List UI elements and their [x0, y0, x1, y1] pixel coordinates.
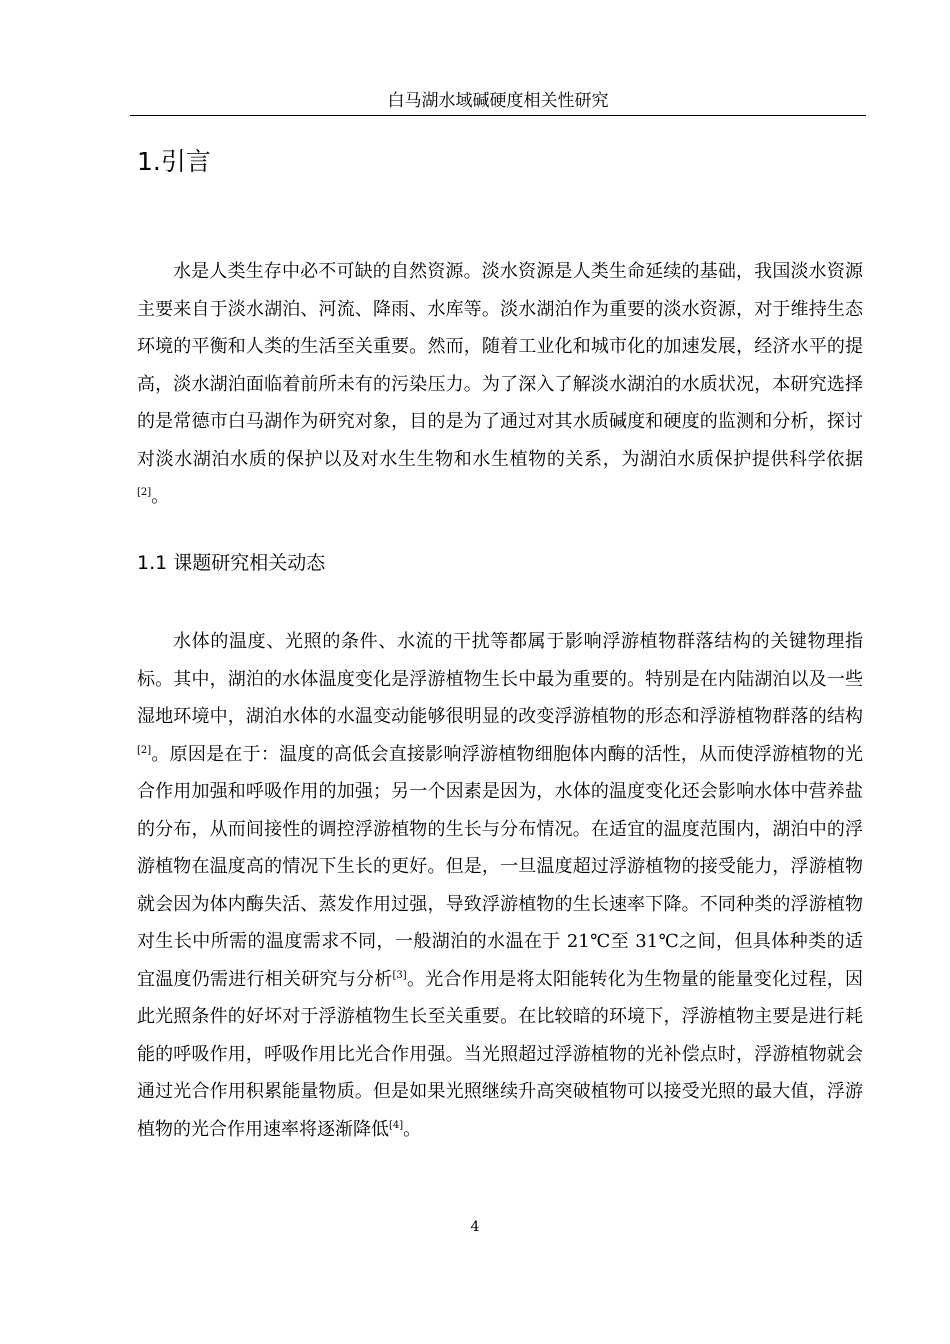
citation-ref: [4]	[389, 1119, 404, 1131]
header-rule	[130, 115, 866, 116]
research-paragraph-part3: 。光合作用是将太阳能转化为生物量的能量变化过程，因此光照条件的好坏对于浮游植物生长至关重要。在比较暗的环境下，浮游植物主要是进行耗能的呼吸作用，呼吸作用比光合作用强。当光照超过浮游植物的光补偿点时，浮游植物就会通过光合作用积累能量物质。但是如果光照继续升高突破植物可以接受光照的最大值，浮游植物的光合作用速率将逐渐降低	[137, 968, 864, 1140]
page-number: 4	[470, 1219, 480, 1235]
section-title: 1.引言	[137, 147, 211, 176]
running-header: 白马湖水域碱硬度相关性研究	[387, 91, 609, 111]
research-paragraph-part2: 。原因是在于：温度的高低会直接影响浮游植物细胞体内酶的活性，从而使浮游植物的光合作用加强和呼吸作用的加强；另一个因素是因为，水体的温度变化还会影响水体中营养盐的分布，从而间接性的调控浮游植物的生长与分布情况。在适宜的温度范围内，湖泊中的浮游植物在温度高的情况下生长的更好。但是，一旦温度超过浮游植物的接受能力，浮游植物就会因为体内酶失活、蒸发作用过强，导致浮游植物的生长速率下降。不同种类的浮游植物对生长中所需的温度需求不同，一般湖泊的水温在于 21℃至 31℃之间，但具体种类的适宜温度仍需进行相关研究与分析	[137, 743, 863, 990]
intro-paragraph-end: 。	[151, 486, 170, 507]
research-paragraph	[137, 623, 863, 1148]
citation-ref: [2]	[137, 744, 152, 756]
citation-ref: [3]	[392, 969, 407, 981]
intro-paragraph	[137, 253, 863, 516]
subsection-title: 1.1 课题研究相关动态	[137, 552, 326, 574]
research-paragraph-part1: 水体的温度、光照的条件、水流的干扰等都属于影响浮游植物群落结构的关键物理指标。其中，湖泊的水体温度变化是浮游植物生长中最为重要的。特别是在内陆湖泊以及一些湿地环境中，湖泊水体的水温变动能够很明显的改变浮游植物的形态和浮游植物群落的结构	[137, 631, 863, 727]
intro-paragraph-text: 水是人类生存中必不可缺的自然资源。淡水资源是人类生命延续的基础，我国淡水资源主要来自于淡水湖泊、河流、降雨、水库等。淡水湖泊作为重要的淡水资源，对于维持生态环境的平衡和人类的生活至关重要。然而，随着工业化和城市化的加速发展，经济水平的提高，淡水湖泊面临着前所未有的污染压力。为了深入了解淡水湖泊的水质状况，本研究选择的是常德市白马湖作为研究对象，目的是为了通过对其水质碱度和硬度的监测和分析，探讨对淡水湖泊水质的保护以及对水生生物和水生植物的关系，为湖泊水质保护提供科学依据	[137, 261, 863, 470]
citation-ref: [2]	[137, 487, 152, 498]
research-paragraph-end: 。	[403, 1118, 422, 1140]
